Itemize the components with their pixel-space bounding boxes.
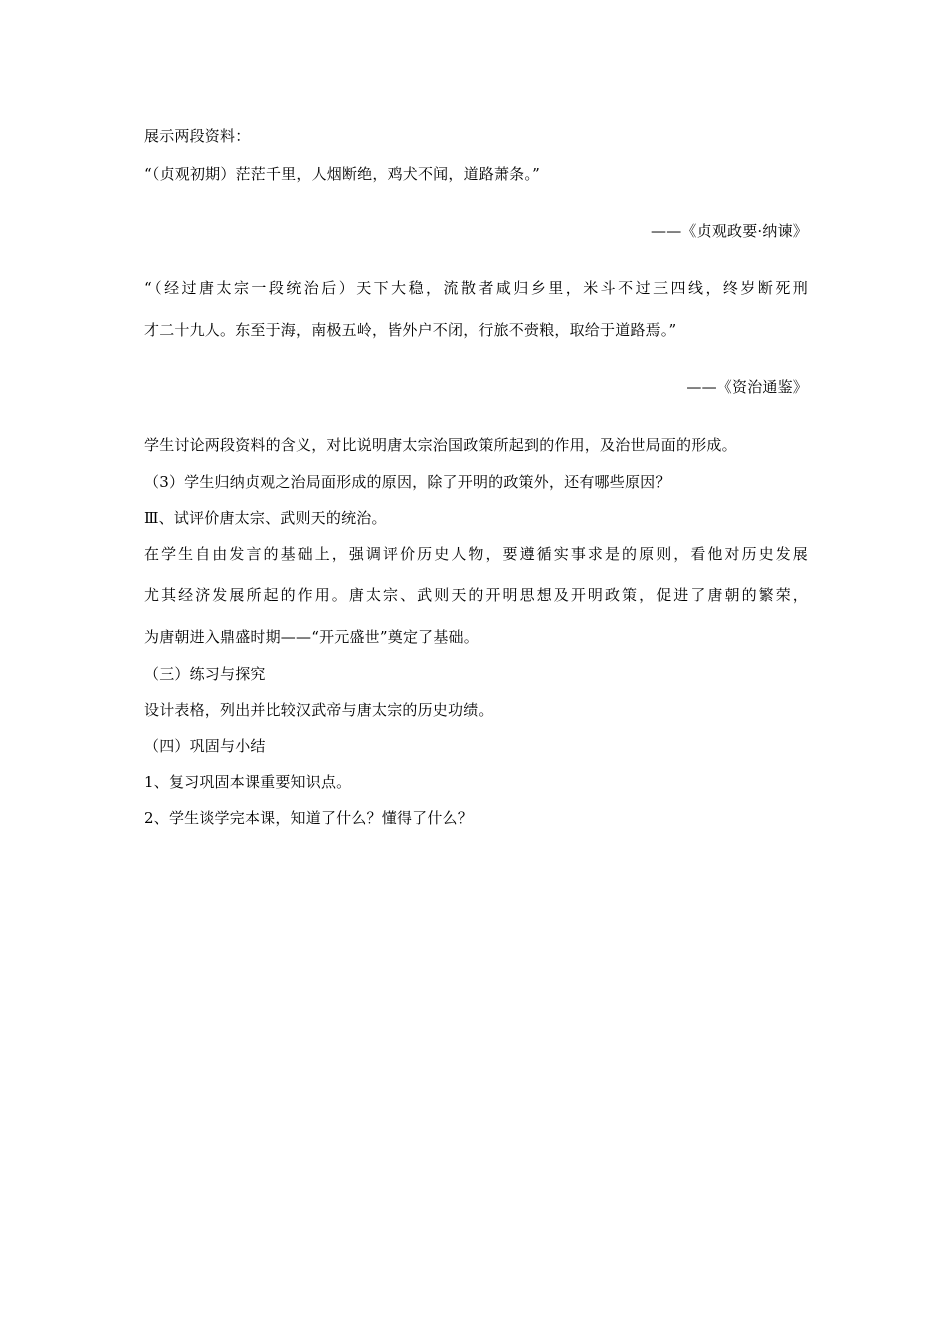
part-3-text: 设计表格，列出并比较汉武帝与唐太宗的历史功绩。 (144, 701, 494, 719)
quote-1: “（贞观初期）茫茫千里，人烟断绝，鸡犬不闻，道路萧条。” (144, 165, 540, 183)
part-4-heading: （四）巩固与小结 (144, 737, 266, 755)
quote-2-line-1: “（经过唐太宗一段统治后）天下大稳，流散者咸归乡里，米斗不过三四线，终岁断死刑 (144, 279, 808, 297)
section-3-heading: Ⅲ、试评价唐太宗、武则天的统治。 (144, 509, 387, 527)
summary-item-1: 1、复习巩固本课重要知识点。 (144, 773, 352, 791)
intro-text: 展示两段资料： (144, 127, 251, 145)
question-3: （3）学生归纳贞观之治局面形成的原因，除了开明的政策外，还有哪些原因？ (144, 473, 671, 491)
evaluation-line-1: 在学生自由发言的基础上，强调评价历史人物，要遵循实事求是的原则，看他对历史发展 (144, 545, 808, 563)
evaluation-line-3: 为唐朝进入鼎盛时期——“开元盛世”奠定了基础。 (144, 628, 479, 646)
quote-2-line-2: 才二十九人。东至于海，南极五岭，皆外户不闭，行旅不赍粮，取给于道路焉。” (144, 321, 677, 339)
evaluation-line-2: 尤其经济发展所起的作用。唐太宗、武则天的开明思想及开明政策，促进了唐朝的繁荣， (144, 586, 808, 604)
quote-2-source: ——《资治通鉴》 (686, 378, 808, 396)
summary-item-2: 2、学生谈学完本课，知道了什么？懂得了什么？ (144, 809, 473, 827)
part-3-heading: （三）练习与探究 (144, 665, 266, 683)
discussion-text: 学生讨论两段资料的含义，对比说明唐太宗治国政策所起到的作用，及治世局面的形成。 (144, 436, 737, 454)
quote-1-source: ——《贞观政要·纳谏》 (651, 222, 808, 240)
